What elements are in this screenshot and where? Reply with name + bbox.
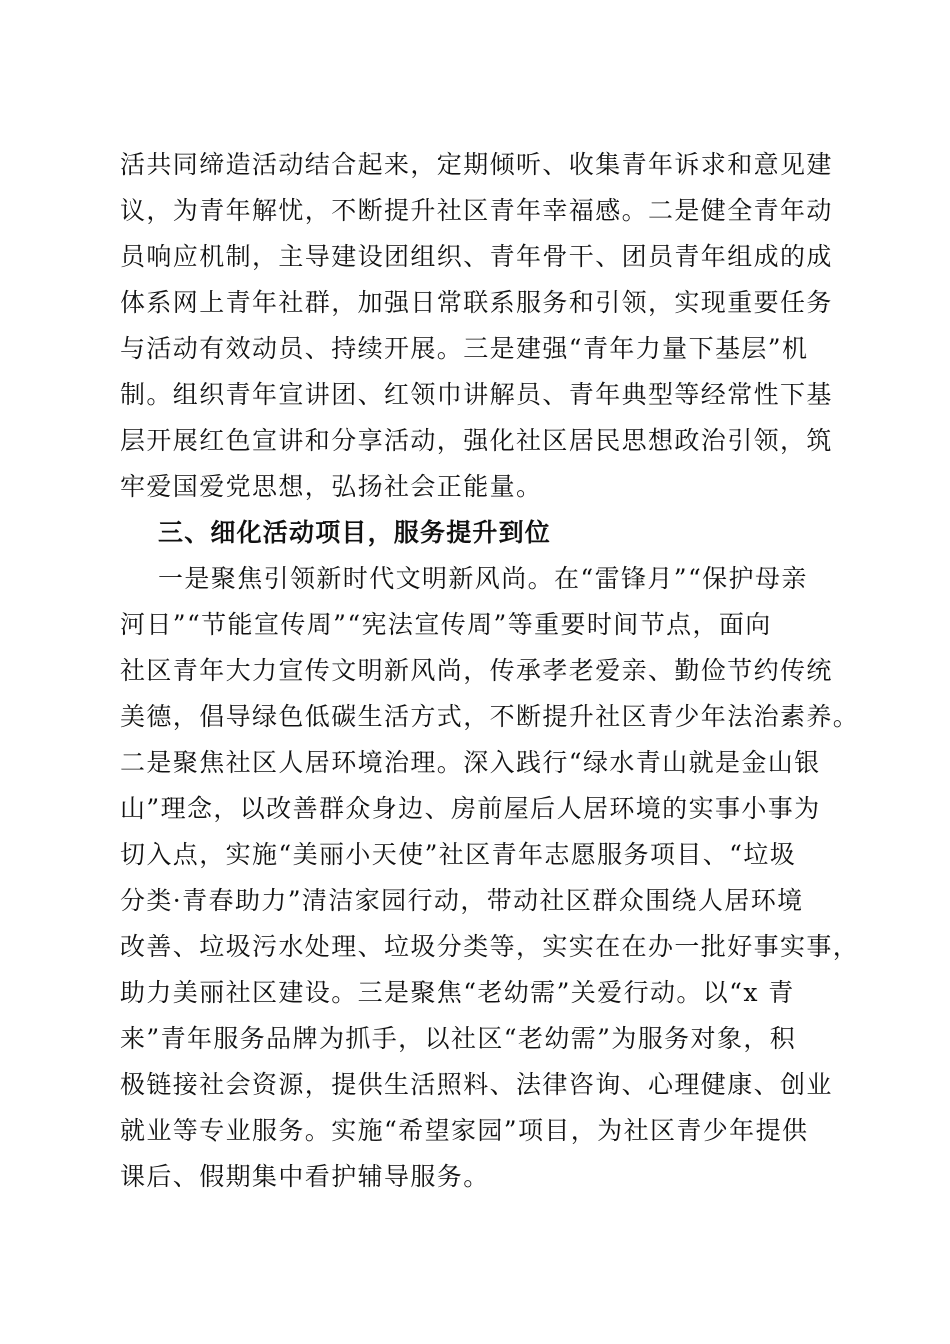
paragraph-line: 山”理念，以改善群众身边、房前屋后人居环境的实事小事为 xyxy=(120,794,821,823)
paragraph-line: 课后、假期集中看护辅导服务。 xyxy=(120,1162,490,1191)
paragraph-line: 来”青年服务品牌为抓手，以社区“老幼需”为服务对象，积 xyxy=(120,1024,797,1053)
paragraph-line: 河日”“节能宣传周”“宪法宣传周”等重要时间节点，面向 xyxy=(120,610,772,639)
paragraph-line: 分类·青春助力”清洁家园行动，带动社区群众围绕人居环境 xyxy=(120,886,804,915)
section-heading: 三、细化活动项目，服务提升到位 xyxy=(158,518,552,547)
paragraph-line: 切入点，实施“美丽小天使”社区青年志愿服务项目、“垃圾 xyxy=(120,840,797,869)
paragraph-line: 改善、垃圾污水处理、垃圾分类等，实实在在办一批好事实事， xyxy=(120,932,860,961)
paragraph-line: 制。组织青年宣讲团、红领巾讲解员、青年典型等经常性下基 xyxy=(120,380,833,409)
paragraph-line: 美德，倡导绿色低碳生活方式，不断提升社区青少年法治素养。 xyxy=(120,702,860,731)
paragraph-line: 体系网上青年社群，加强日常联系服务和引领，实现重要任务 xyxy=(120,288,833,317)
paragraph-line: 一是聚焦引领新时代文明新风尚。在“雷锋月”“保护母亲 xyxy=(158,564,808,593)
paragraph-line: 就业等专业服务。实施“希望家园”项目，为社区青少年提供 xyxy=(120,1116,809,1145)
paragraph-line: 与活动有效动员、持续开展。三是建强“青年力量下基层”机 xyxy=(120,334,809,363)
paragraph-line: 议，为青年解忧，不断提升社区青年幸福感。二是健全青年动 xyxy=(120,196,833,225)
paragraph-line: 社区青年大力宣传文明新风尚，传承孝老爱亲、勤俭节约传统 xyxy=(120,656,833,685)
paragraph-line: 层开展红色宣讲和分享活动，强化社区居民思想政治引领，筑 xyxy=(120,426,833,455)
paragraph-line: 二是聚焦社区人居环境治理。深入践行“绿水青山就是金山银 xyxy=(120,748,821,777)
paragraph-line: 活共同缔造活动结合起来，定期倾听、收集青年诉求和意见建 xyxy=(120,150,833,179)
paragraph-line: 助力美丽社区建设。三是聚焦“老幼需”关爱行动。以“x 青 xyxy=(120,978,795,1007)
paragraph-line: 牢爱国爱党思想，弘扬社会正能量。 xyxy=(120,472,543,501)
paragraph-line: 员响应机制，主导建设团组织、青年骨干、团员青年组成的成 xyxy=(120,242,833,271)
paragraph-line: 极链接社会资源，提供生活照料、法律咨询、心理健康、创业 xyxy=(120,1070,833,1099)
